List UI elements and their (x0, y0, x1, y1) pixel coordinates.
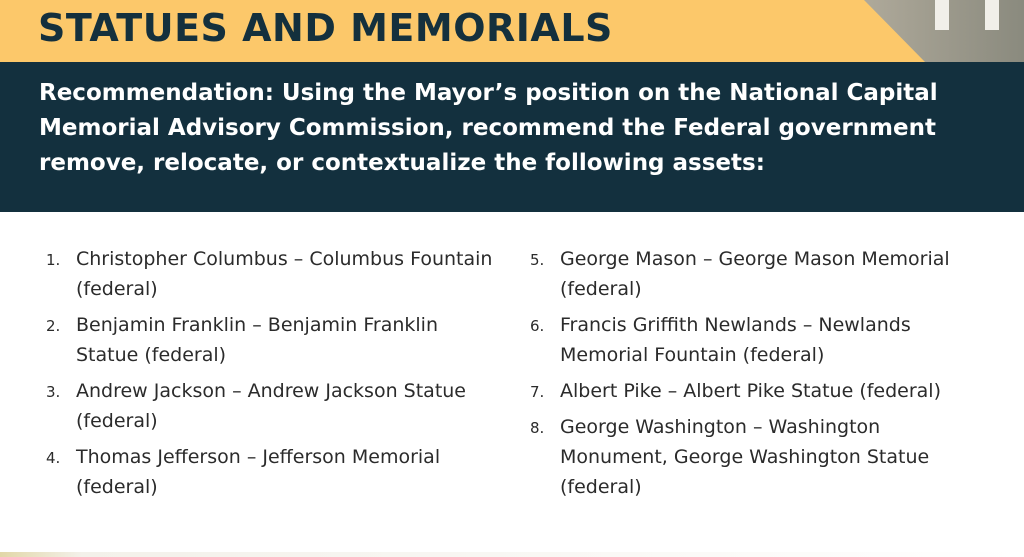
item-text: Albert Pike – Albert Pike Statue (federal) (560, 380, 942, 402)
asset-list-right (530, 244, 990, 508)
photo-pillar (985, 0, 999, 30)
item-number: 2. (46, 317, 61, 335)
list-item (530, 310, 990, 370)
item-text: Thomas Jefferson – Jefferson Memorial (federal) (76, 446, 441, 498)
item-number: 7. (530, 383, 545, 401)
asset-list-left (46, 244, 506, 508)
item-number: 3. (46, 383, 61, 401)
item-text: Christopher Columbus – Columbus Fountain (federal) (76, 248, 493, 300)
photo-pillar (935, 0, 949, 30)
item-number: 5. (530, 251, 545, 269)
item-text: George Mason – George Mason Memorial (federal) (560, 248, 950, 300)
item-text: Andrew Jackson – Andrew Jackson Statue (federal) (76, 380, 467, 432)
list-item (46, 376, 506, 436)
bottom-rule (0, 552, 1024, 557)
item-number: 1. (46, 251, 61, 269)
list-item (46, 310, 506, 370)
recommendation-label: Recommendation: (39, 80, 274, 106)
item-text: George Washington – Washington Monument, George Washington Statue (federal) (560, 416, 930, 498)
item-number: 4. (46, 449, 61, 467)
list-item (46, 244, 506, 304)
list-item (530, 412, 990, 502)
item-number: 8. (530, 419, 545, 437)
page-title: STATUES AND MEMORIALS (38, 6, 613, 50)
item-text: Francis Griffith Newlands – Newlands Memorial Fountain (federal) (560, 314, 911, 366)
list-item (46, 442, 506, 502)
recommendation-panel (0, 62, 1024, 212)
list-item (530, 376, 990, 406)
list-item (530, 244, 990, 304)
recommendation-text (39, 76, 989, 181)
item-number: 6. (530, 317, 545, 335)
recommendation-body: Using the Mayor’s position on the National Capital Memorial Advisory Commission, recommend the Federal government remove, relocate, or contextualize the following assets: (39, 80, 938, 176)
item-text: Benjamin Franklin – Benjamin Franklin Statue (federal) (76, 314, 438, 366)
